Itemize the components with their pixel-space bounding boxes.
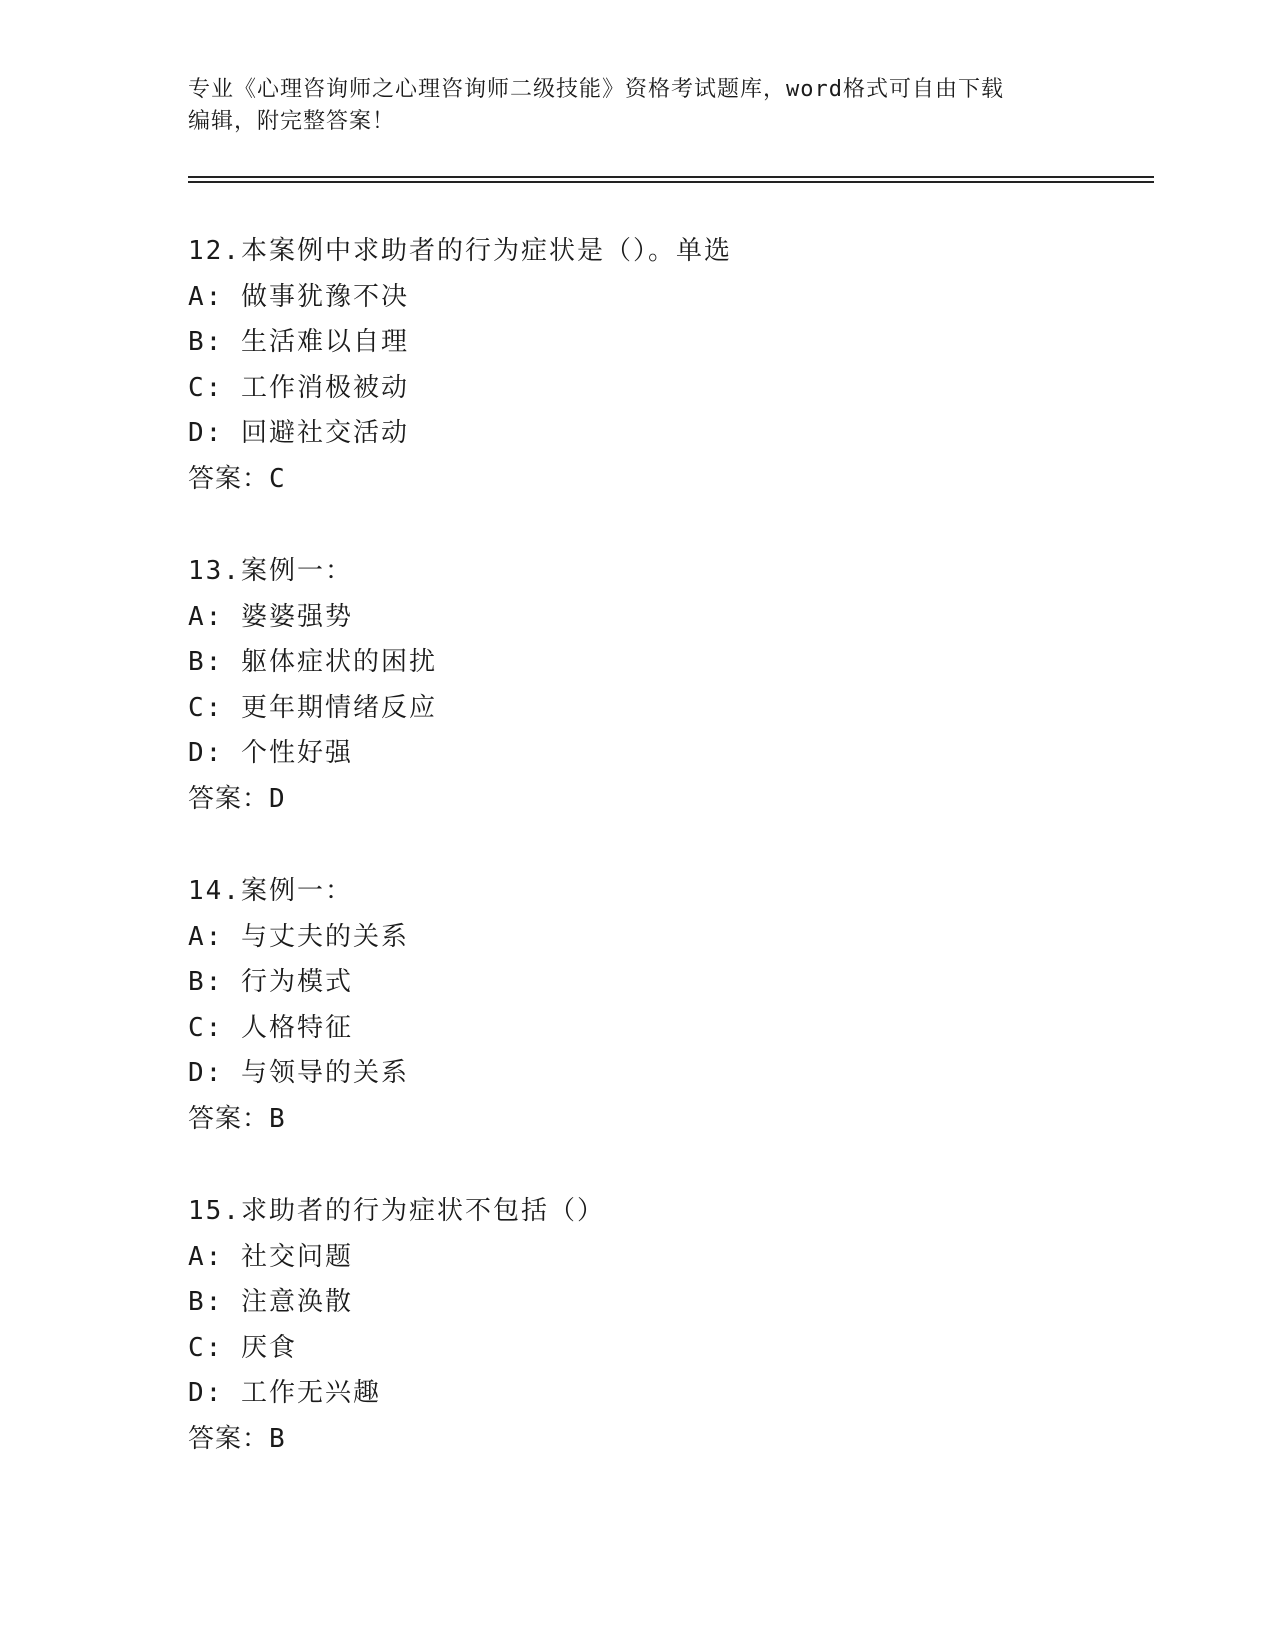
document-header (188, 74, 1088, 138)
question-stem: 14.案例一： (188, 876, 353, 906)
option-a: A: 社交问题 (188, 1241, 353, 1272)
option-b: B: 生活难以自理 (188, 327, 409, 357)
option-c: C: 更年期情绪反应 (188, 692, 437, 723)
header-divider-bottom (188, 181, 1154, 183)
question-stem: 12.本案例中求助者的行为症状是（）。单选 (188, 236, 732, 266)
option-a: A: 做事犹豫不决 (188, 281, 409, 312)
option-d: D: 个性好强 (188, 738, 353, 768)
option-c: C: 人格特征 (188, 1012, 353, 1043)
header-line-1: 专业《心理咨询师之心理咨询师二级技能》资格考试题库，word格式可自由下载 (188, 77, 1004, 102)
question-stem: 13.案例一： (188, 556, 353, 586)
option-c: C: 厌食 (188, 1332, 297, 1363)
question-13 (188, 549, 1148, 822)
answer-label: 答案： (188, 783, 270, 814)
option-c: C: 工作消极被动 (188, 372, 409, 403)
question-stem: 15.求助者的行为症状不包括（） (188, 1196, 605, 1226)
answer-label: 答案： (188, 1103, 270, 1134)
option-a: A: 婆婆强势 (188, 601, 353, 632)
answer-value: C (269, 463, 287, 494)
option-b: B: 躯体症状的困扰 (188, 647, 437, 677)
answer-line (188, 777, 1148, 823)
option-d: D: 回避社交活动 (188, 418, 409, 448)
option-b: B: 行为模式 (188, 967, 353, 997)
question-15 (188, 1189, 1148, 1462)
answer-value: B (269, 1423, 287, 1454)
answer-line (188, 1097, 1148, 1143)
header-line-2: 编辑，附完整答案！ (188, 109, 396, 134)
answer-value: D (269, 783, 287, 814)
header-divider-top (188, 176, 1154, 178)
answer-line (188, 457, 1148, 503)
option-d: D: 与领导的关系 (188, 1058, 409, 1088)
answer-value: B (269, 1103, 287, 1134)
option-d: D: 工作无兴趣 (188, 1378, 381, 1408)
answer-line (188, 1417, 1148, 1463)
answer-label: 答案： (188, 1423, 270, 1454)
option-b: B: 注意涣散 (188, 1287, 353, 1317)
answer-label: 答案： (188, 463, 270, 494)
option-a: A: 与丈夫的关系 (188, 921, 409, 952)
question-12 (188, 229, 1148, 502)
question-14 (188, 869, 1148, 1142)
